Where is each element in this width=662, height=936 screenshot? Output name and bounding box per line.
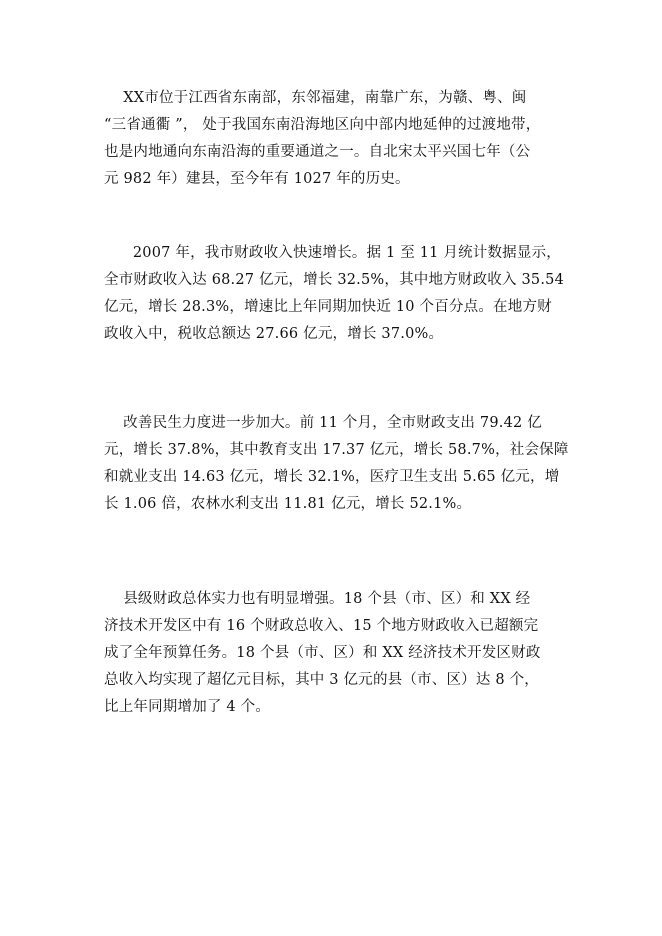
text-line: 县级财政总体实力也有明显增强。18 个县（市、区）和 XX 经 bbox=[104, 591, 531, 607]
text-line: 总收入均实现了超亿元目标，其中 3 亿元的县（市、区）达 8 个， bbox=[104, 672, 539, 688]
text-line: 比上年同期增加了 4 个。 bbox=[104, 699, 271, 715]
paragraph-revenue bbox=[104, 240, 604, 348]
text-line: 全市财政收入达 68.27 亿元，增长 32.5%，其中地方财政收入 35.54 bbox=[104, 272, 565, 288]
text-line: 亿元，增长 28.3%，增速比上年同期加快近 10 个百分点。在地方财 bbox=[104, 299, 552, 315]
text-line: 元，增长 37.8%，其中教育支出 17.37 亿元，增长 58.7%，社会保障 bbox=[104, 442, 569, 458]
paragraph-expenditure bbox=[104, 410, 604, 518]
text-line: 2007 年，我市财政收入快速增长。据 1 至 11 月统计数据显示， bbox=[104, 245, 561, 261]
text-line: 济技术开发区中有 16 个财政总收入、15 个地方财政收入已超额完 bbox=[104, 618, 539, 634]
paragraph-county-finance bbox=[104, 586, 604, 721]
text-line: 元 982 年）建县，至今年有 1027 年的历史。 bbox=[104, 171, 410, 187]
paragraph-intro bbox=[104, 85, 604, 193]
text-line: “三省通衢 ”， 处于我国东南沿海地区向中部内地延伸的过渡地带， bbox=[104, 117, 541, 133]
text-line: 和就业支出 14.63 亿元，增长 32.1%，医疗卫生支出 5.65 亿元，增 bbox=[104, 469, 560, 485]
text-line: 也是内地通向东南沿海的重要通道之一。自北宋太平兴国七年（公 bbox=[104, 144, 531, 160]
text-line: 政收入中，税收总额达 27.66 亿元，增长 37.0%。 bbox=[104, 326, 444, 342]
text-line: 改善民生力度进一步加大。前 11 个月，全市财政支出 79.42 亿 bbox=[104, 415, 542, 431]
text-line: 成了全年预算任务。18 个县（市、区）和 XX 经济技术开发区财政 bbox=[104, 645, 541, 661]
text-line: 长 1.06 倍，农林水利支出 11.81 亿元，增长 52.1%。 bbox=[104, 496, 472, 512]
text-line: XX市位于江西省东南部，东邻福建，南靠广东，为赣、粤、闽 bbox=[104, 90, 527, 106]
